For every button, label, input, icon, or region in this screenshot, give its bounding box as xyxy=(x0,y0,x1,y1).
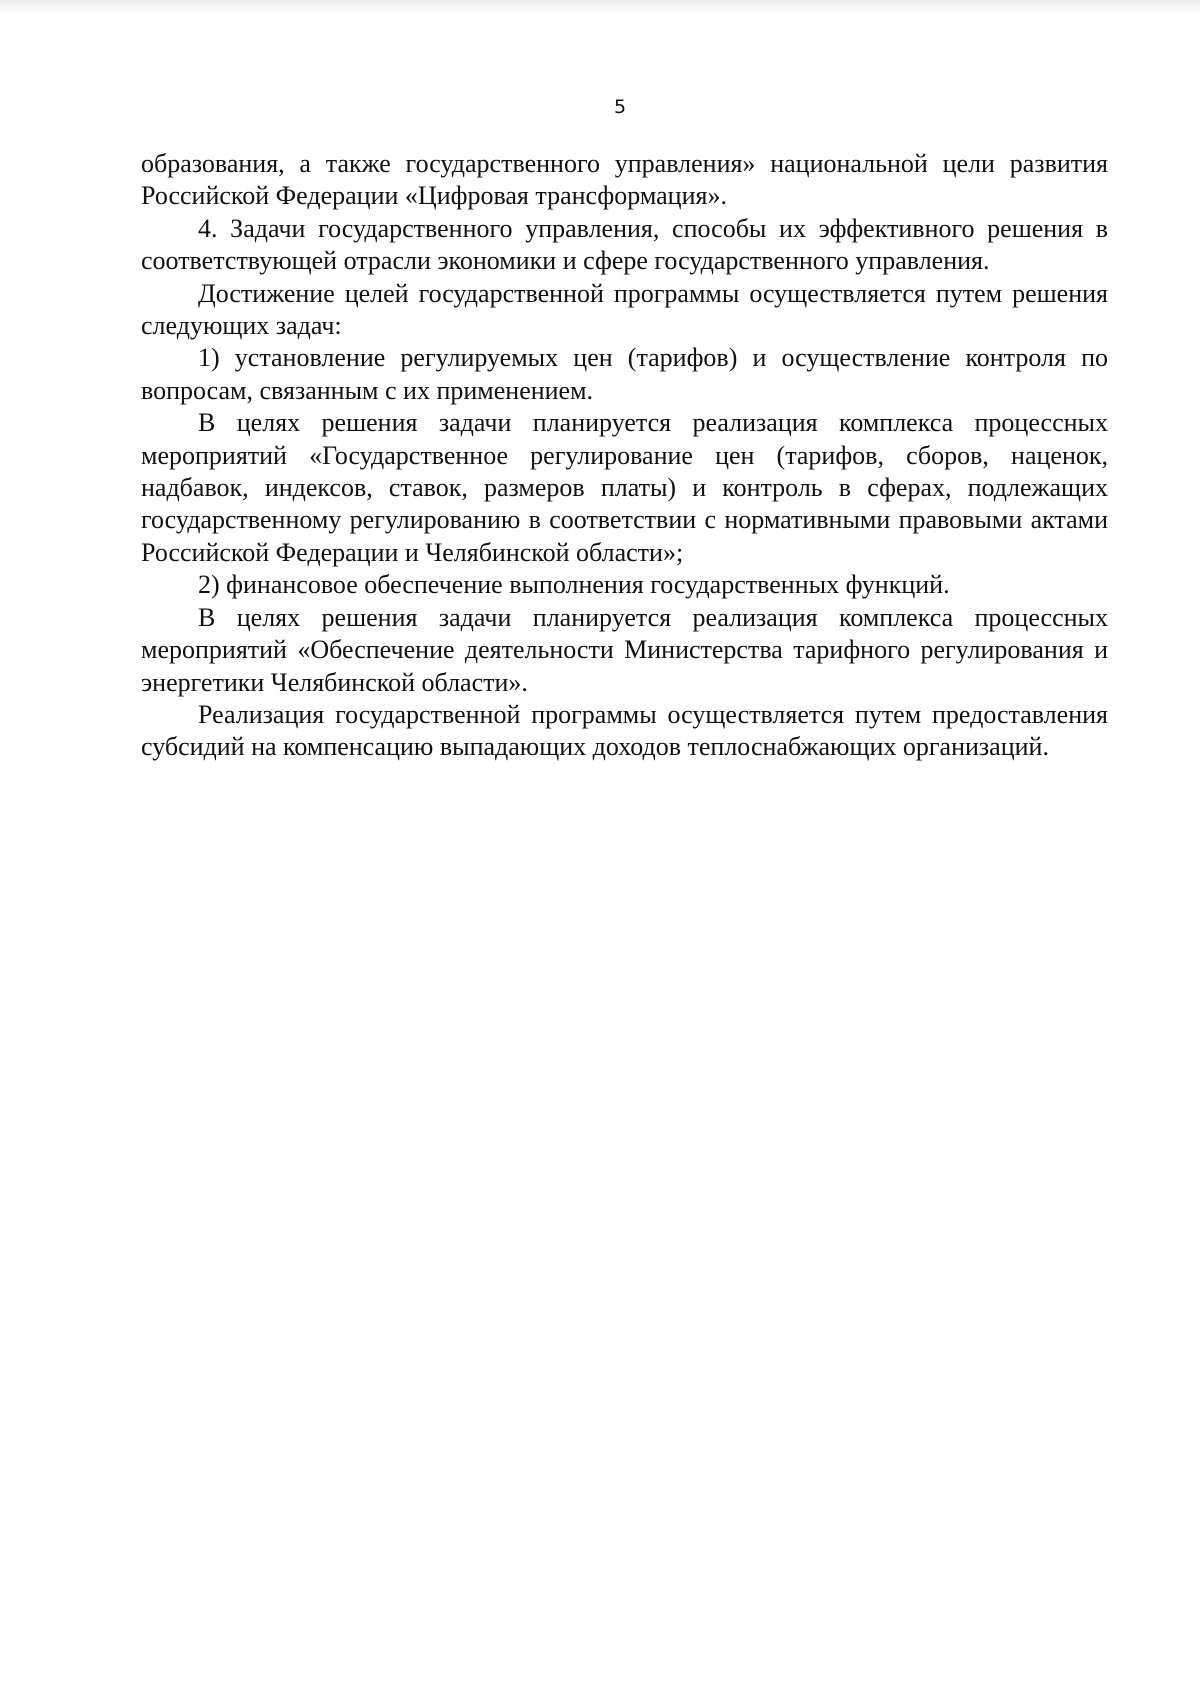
paragraph-task-2: 2) финансовое обеспечение выполнения государственных функций. xyxy=(198,570,950,600)
paragraph-goals-achievement: Достижение целей государственной программы осуществляется путем решения следующих задач: xyxy=(141,278,1108,341)
paragraph-continuation: образования, а также государственного управления» национальной цели развития Российской Федерации «Цифровая трансформация». xyxy=(141,149,1108,211)
paragraph-section-4-heading: 4. Задачи государственного управления, способы их эффективного решения в соответствующей отрасли экономики и сфере государственного управления. xyxy=(141,213,1108,276)
paragraph-task-2-measures: В целях решения задачи планируется реализация комплекса процессных мероприятий «Обеспечение деятельности Министерства тарифного регулирования и энергетики Челябинской области». xyxy=(141,602,1108,697)
paragraph-subsidies: Реализация государственной программы осуществляется путем предоставления субсидий на компенсацию выпадающих доходов теплоснабжающих организаций. xyxy=(141,699,1108,762)
scan-edge-artifact xyxy=(0,0,1200,16)
document-body xyxy=(141,148,1108,764)
paragraph-task-1: 1) установление регулируемых цен (тарифов) и осуществление контроля по вопросам, связанным с их применением. xyxy=(141,343,1108,405)
page-number: 5 xyxy=(613,96,627,118)
paragraph-task-1-measures: В целях решения задачи планируется реализация комплекса процессных мероприятий «Государственное регулирование цен (тарифов, сборов, наценок, надбавок, индексов, ставок, размеров платы) и контроль в сферах, подлежащих государственному регулированию в соответствии с нормативными правовыми актами Российской Федерации и Челябинской области»; xyxy=(141,408,1108,567)
